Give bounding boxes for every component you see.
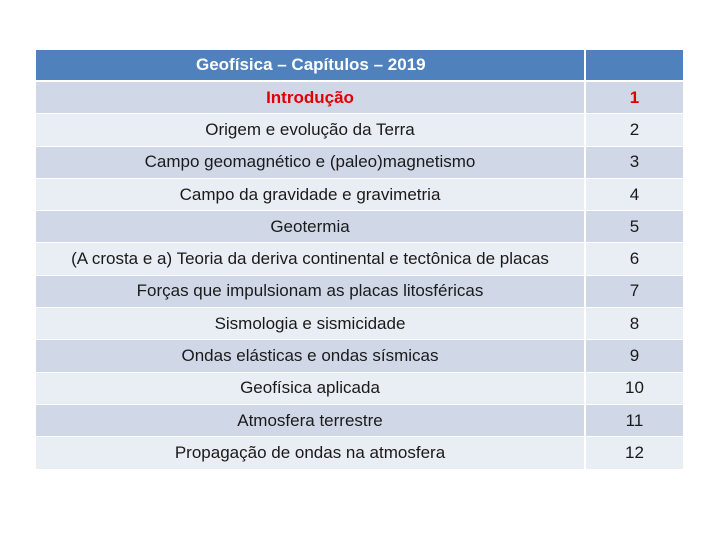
header-title-cell: Geofísica – Capítulos – 2019 — [36, 50, 585, 81]
chapter-row — [36, 178, 683, 210]
chapter-number-cell: 7 — [585, 275, 683, 307]
chapter-row — [36, 340, 683, 372]
chapter-row — [36, 308, 683, 340]
chapter-number-cell: 2 — [585, 114, 683, 146]
chapter-number-cell: 10 — [585, 372, 683, 404]
chapter-title-cell: Geofísica aplicada — [36, 372, 585, 404]
chapter-title-cell: Ondas elásticas e ondas sísmicas — [36, 340, 585, 372]
chapter-row — [36, 211, 683, 243]
chapter-number-cell: 12 — [585, 437, 683, 469]
chapter-number-cell: 11 — [585, 404, 683, 436]
chapter-title-cell: Geotermia — [36, 211, 585, 243]
chapter-row — [36, 437, 683, 469]
chapter-number-cell: 3 — [585, 146, 683, 178]
chapter-number-cell: 5 — [585, 211, 683, 243]
chapter-row — [36, 275, 683, 307]
chapter-number-cell: 6 — [585, 243, 683, 275]
chapter-number-cell: 8 — [585, 308, 683, 340]
chapter-number-cell: 9 — [585, 340, 683, 372]
chapter-title-cell: Origem e evolução da Terra — [36, 114, 585, 146]
chapter-number-cell: 4 — [585, 178, 683, 210]
chapter-number-cell: 1 — [585, 81, 683, 114]
chapters-table-body — [36, 50, 683, 469]
chapter-title-cell: Atmosfera terrestre — [36, 404, 585, 436]
chapter-row — [36, 372, 683, 404]
chapter-title-cell: Propagação de ondas na atmosfera — [36, 437, 585, 469]
chapter-title-cell: Sismologia e sismicidade — [36, 308, 585, 340]
chapter-row — [36, 146, 683, 178]
chapter-row — [36, 114, 683, 146]
header-number-cell — [585, 50, 683, 81]
table-header-row — [36, 50, 683, 81]
chapter-title-cell: Introdução — [36, 81, 585, 114]
chapter-title-cell: (A crosta e a) Teoria da deriva continental e tectônica de placas — [36, 243, 585, 275]
chapter-row — [36, 404, 683, 436]
chapter-row — [36, 243, 683, 275]
chapters-table — [36, 50, 683, 470]
chapter-title-cell: Campo geomagnético e (paleo)magnetismo — [36, 146, 585, 178]
chapter-row — [36, 81, 683, 114]
chapter-title-cell: Campo da gravidade e gravimetria — [36, 178, 585, 210]
chapter-title-cell: Forças que impulsionam as placas litosféricas — [36, 275, 585, 307]
